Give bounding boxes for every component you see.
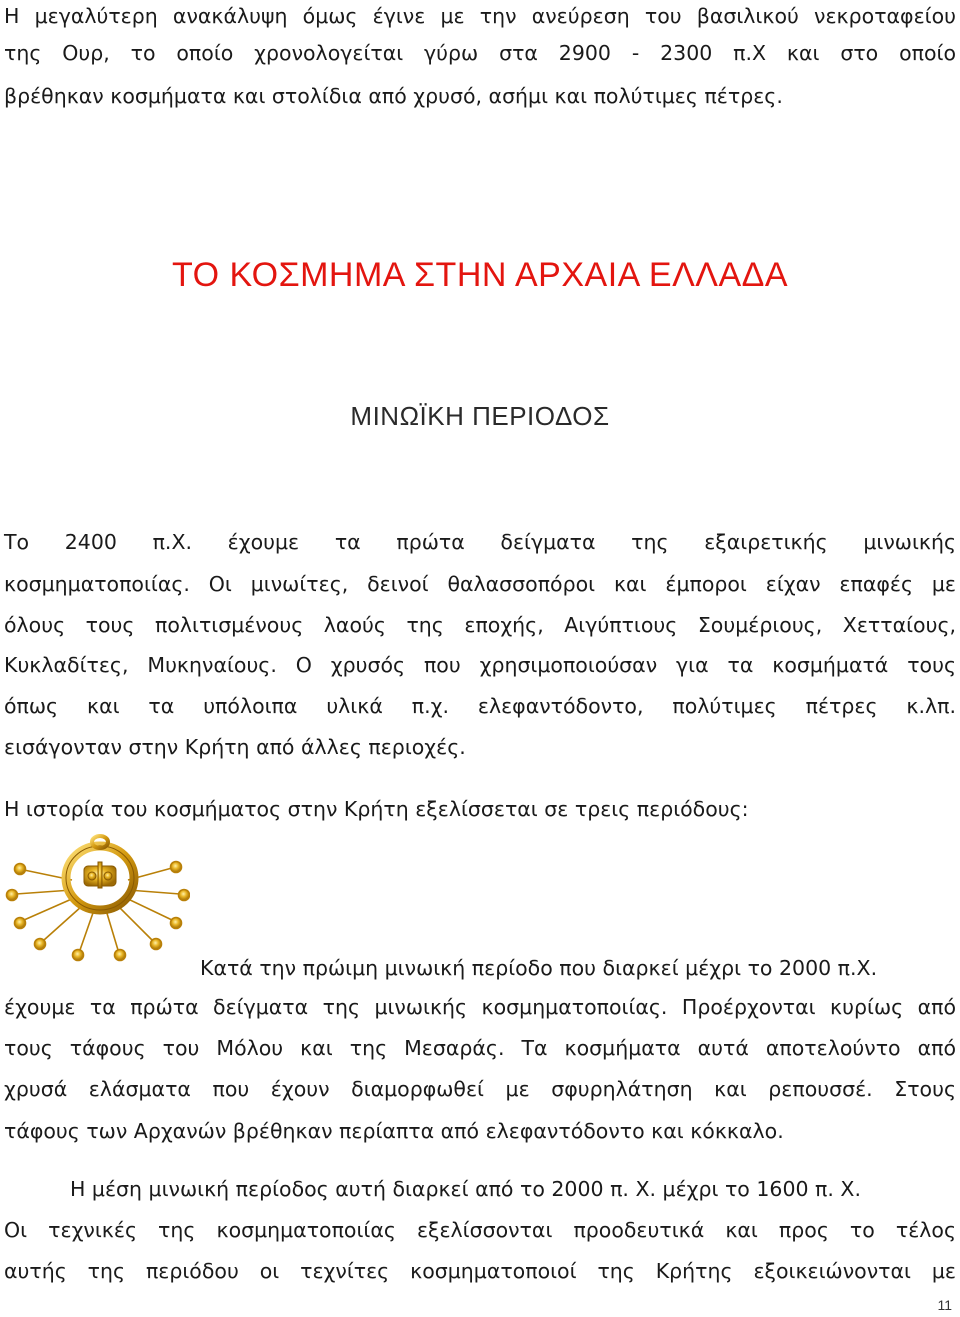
early-period-line-1: Κατά την πρώιμη μινωική περίοδο που διαρκεί μέχρι το 2000 π.Χ. bbox=[200, 956, 878, 980]
middle-period-line-2: Οι τεχνικές της κοσμηματοποιίας εξελίσσονται προοδευτικά και προς το τέλος bbox=[4, 1218, 956, 1242]
intro-line-2: της Ουρ, το οποίο χρονολογείται γύρω στα 2900 - 2300 π.Χ και στο οποίο bbox=[4, 41, 956, 65]
minoan-line-4: Κυκλαδίτες, Μυκηναίους. Ο χρυσός που χρησιμοποιούσαν για τα κοσμήματά τους bbox=[4, 653, 956, 677]
minoan-line-6: εισάγονταν στην Κρήτη από άλλες περιοχές. bbox=[4, 735, 466, 759]
early-period-line-3: τους τάφους του Μόλου και της Μεσαράς. Τα κοσμήματα αυτά αποτελούντο από bbox=[4, 1036, 956, 1060]
early-period-line-2: έχουμε τα πρώτα δείγματα της μινωικής κοσμηματοποιίας. Προέρχονται κυρίως από bbox=[4, 995, 956, 1019]
minoan-line-3: όλους τους πολιτισμένους λαούς της εποχής, Αιγύπτιους Σουμέριους, Χετταίους, bbox=[4, 613, 956, 637]
middle-period-line-1: Η μέση μινωική περίοδος αυτή διαρκεί από το 2000 π. Χ. μέχρι το 1600 π. Χ. bbox=[70, 1177, 861, 1201]
page-number: 11 bbox=[937, 1297, 952, 1313]
minoan-line-1: Το 2400 π.Χ. έχουμε τα πρώτα δείγματα της εξαιρετικής μινωικής bbox=[4, 530, 956, 554]
golden-pendant-image bbox=[2, 832, 190, 962]
periods-intro: Η ιστορία του κοσμήματος στην Κρήτη εξελίσσεται σε τρεις περιόδους: bbox=[4, 797, 749, 821]
intro-line-3: βρέθηκαν κοσμήματα και στολίδια από χρυσό, ασήμι και πολύτιμες πέτρες. bbox=[4, 84, 783, 108]
section-title: ΤΟ ΚΟΣΜΗΜΑ ΣΤΗΝ ΑΡΧΑΙΑ ΕΛΛΑΔΑ bbox=[171, 256, 789, 294]
early-period-line-5: τάφους των Αρχανών βρέθηκαν περίαπτα από ελεφαντόδοντο και κόκκαλο. bbox=[4, 1119, 784, 1143]
minoan-line-5: όπως και τα υπόλοιπα υλικά π.χ. ελεφαντόδοντο, πολύτιμες πέτρες κ.λπ. bbox=[4, 694, 956, 718]
middle-period-line-3: αυτής της περιόδου οι τεχνίτες κοσμηματοποιοί της Κρήτης εξοικειώνονται με bbox=[4, 1259, 956, 1283]
early-period-line-4: χρυσά ελάσματα που έχουν διαμορφωθεί με σφυρηλάτηση και ρεπουσσέ. Στους bbox=[4, 1077, 956, 1101]
intro-line-1: Η μεγαλύτερη ανακάλυψη όμως έγινε με την ανεύρεση του βασιλικού νεκροταφείου bbox=[4, 4, 956, 28]
subsection-title: ΜΙΝΩΪΚΗ ΠΕΡΙΟΔΟΣ bbox=[350, 401, 610, 431]
minoan-line-2: κοσμηματοποιίας. Οι μινωίτες, δεινοί θαλασσοπόροι και έμποροι είχαν επαφές με bbox=[4, 572, 956, 596]
